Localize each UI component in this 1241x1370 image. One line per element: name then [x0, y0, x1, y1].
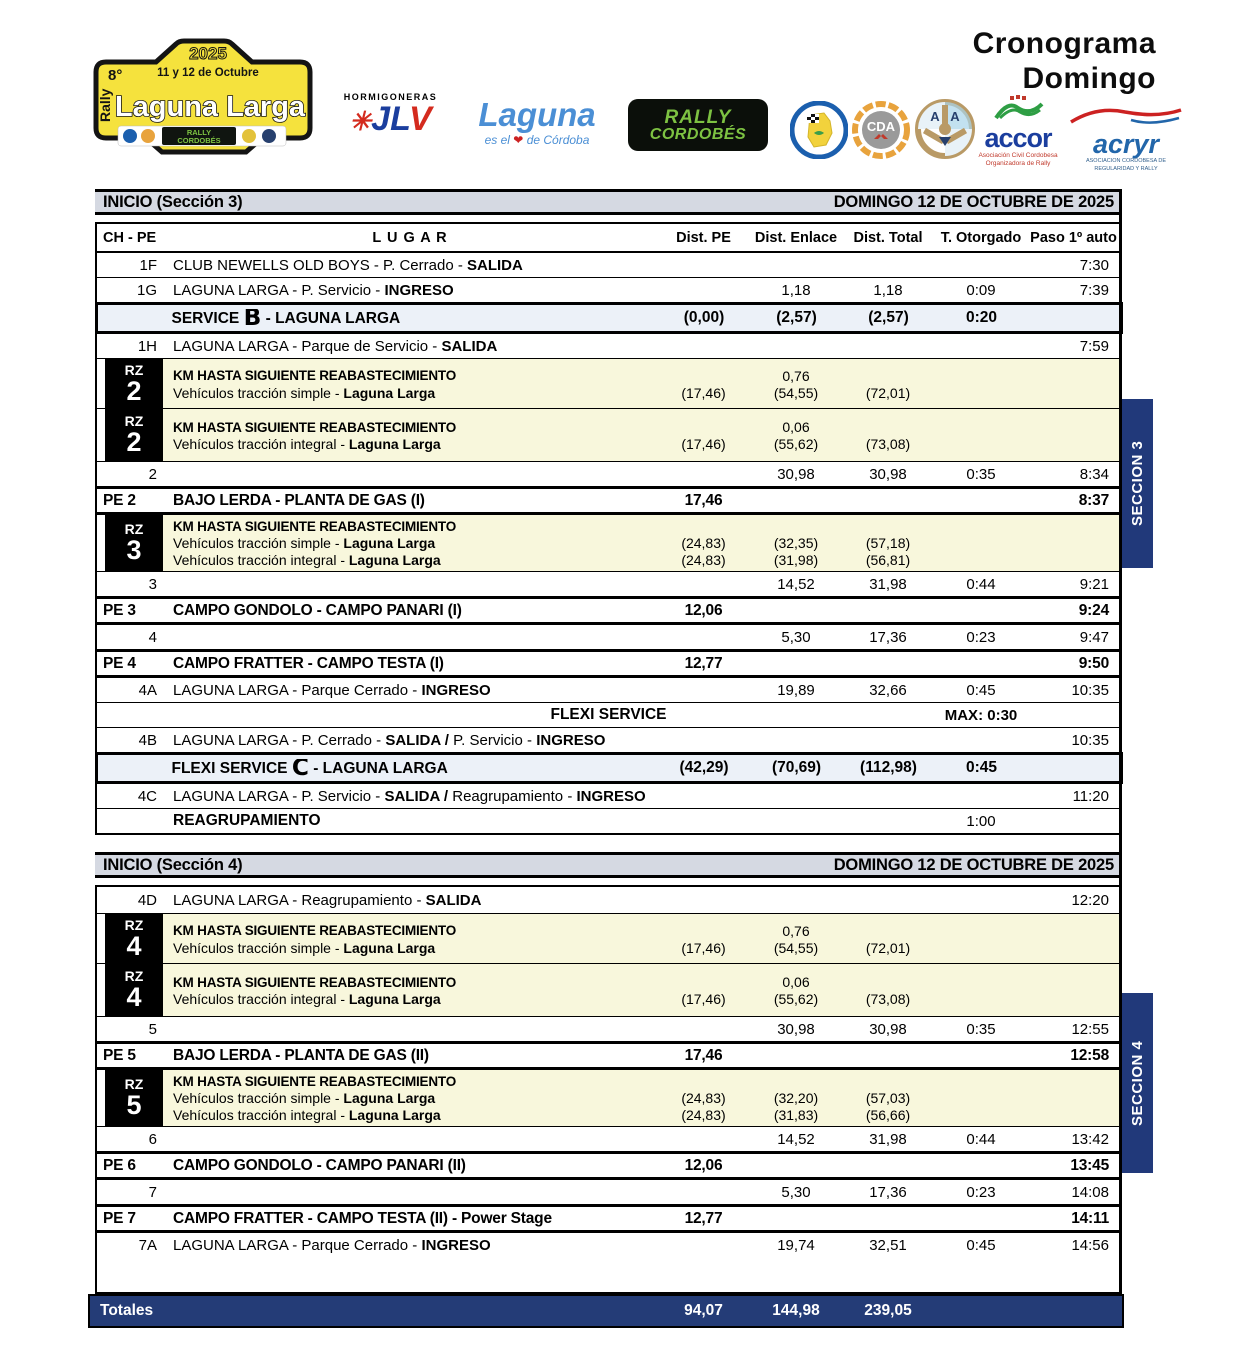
plate-edition: 8° — [108, 67, 123, 84]
col-dist-enlace: Dist. Enlace — [754, 229, 838, 246]
col-dist-total: Dist. Total — [853, 229, 923, 246]
laguna-cordoba-logo — [462, 98, 612, 147]
rz-badge: RZ 4 — [105, 914, 163, 963]
acryr-car-icon — [1067, 104, 1185, 126]
plate-strip-line1: RALLY — [186, 128, 212, 137]
column-header-row — [97, 224, 1120, 253]
row-1G: 1G LAGUNA LARGA - P. Servicio - INGRESO 1,18 1,18 0:09 7:39 — [97, 277, 1120, 302]
section4-table — [95, 885, 1122, 1294]
tab-seccion-3: SECCION 3 — [1122, 399, 1153, 568]
row-1F: 1F CLUB NEWELLS OLD BOYS - P. Cerrado - SALIDA 7:30 — [139, 256, 1109, 274]
cda-label: CDA — [866, 119, 896, 134]
reagrupamiento-label: REAGRUPAMIENTO — [173, 812, 321, 829]
jlv-wordmark: ✳JLV — [349, 100, 432, 138]
row-flexi-service-c: FLEXI SERVICE C - LAGUNA LARGA (42,29) (70,69) (112,98) 0:45 — [95, 752, 1123, 784]
row-rz5: RZ 5 KM HASTA SIGUIENTE REABASTECIMIENTO Vehículos tracción simple - Laguna Larga (24,83) (32,20) (57,03) Vehículos tracción integral - Laguna Larga (24,83) (31,83) (56,66) — [97, 1070, 1120, 1126]
laguna-tagline: es el ❤ de Córdoba — [484, 133, 590, 147]
row-rz4-integral: RZ 4 KM HASTA SIGUIENTE REABASTECIMIENTO 0,06 Vehículos tracción integral - Laguna Larga (17,46) (55,62) (73,08) — [97, 963, 1120, 1016]
row-enlace-7: 7 5,30 17,36 0:23 14:08 — [148, 1183, 1109, 1201]
row-enlace-3: 3 14,52 31,98 0:44 9:21 — [97, 571, 1120, 596]
row-pe2: PE 2 BAJO LERDA - PLANTA DE GAS (I) 17,46 8:37 — [97, 486, 1120, 515]
rz-badge: RZ 2 — [105, 409, 163, 461]
row-4C: 4C LAGUNA LARGA - P. Servicio - SALIDA / Reagrupamiento - INGRESO 11:20 — [137, 787, 1109, 805]
col-t-otorgado: T. Otorgado — [940, 229, 1022, 246]
row-4D: 4D LAGUNA LARGA - Reagrupamiento - SALIDA 12:20 — [137, 891, 1109, 909]
row-pe6: PE 6 CAMPO GONDOLO - CAMPO PANARI (II) 12,06 13:45 — [97, 1151, 1120, 1180]
row-pe4: PE 4 CAMPO FRATTER - CAMPO TESTA (I) 12,77 9:50 — [97, 649, 1120, 678]
rz-badge: RZ 4 — [105, 964, 163, 1016]
row-service-b: SERVICE B - LAGUNA LARGA (0,00) (2,57) (2,57) 0:20 — [95, 302, 1123, 334]
col-dist-pe: Dist. PE — [676, 229, 731, 246]
row-rz2-simple: RZ 2 KM HASTA SIGUIENTE REABASTECIMIENTO 0,76 Vehículos tracción simple - Laguna Larga (17,46) (54,55) (72,01) — [97, 358, 1120, 408]
plate-rally-vertical: Rally — [97, 88, 113, 122]
laguna-wordmark: Laguna — [478, 96, 596, 133]
row-rz4-simple: RZ 4 KM HASTA SIGUIENTE REABASTECIMIENTO 0,76 Vehículos tracción simple - Laguna Larga (17,46) (54,55) (72,01) — [97, 913, 1120, 963]
jlv-hormigoneras-label: HORMIGONERAS — [343, 92, 438, 102]
rz-badge: RZ 5 — [105, 1070, 163, 1126]
accor-logo — [968, 94, 1068, 169]
tab-seccion-4: SECCION 4 — [1122, 993, 1153, 1173]
page-title-line1: Cronograma — [972, 27, 1156, 60]
plate-date: 11 y 12 de Octubre — [157, 67, 259, 79]
aav-badge-logo — [915, 99, 975, 164]
cda-badge-logo — [852, 101, 910, 164]
col-paso-1-auto: Paso 1º auto — [1030, 229, 1117, 246]
totals-dist-total: 239,05 — [864, 1302, 912, 1319]
rally-cordobes-line1: RALLY — [664, 106, 732, 128]
accor-wordmark: accor — [984, 123, 1052, 153]
col-lugar: L U G A R — [372, 229, 448, 246]
acryr-wordmark: acryr — [1092, 129, 1160, 159]
rz-badge: RZ 3 — [105, 515, 163, 571]
row-pe5: PE 5 BAJO LERDA - PLANTA DE GAS (II) 17,46 12:58 — [97, 1041, 1120, 1070]
row-pe7-power-stage: PE 7 CAMPO FRATTER - CAMPO TESTA (II) - Power Stage 12,77 14:11 — [97, 1204, 1120, 1233]
section3-header-bar — [95, 189, 1122, 215]
row-4B: 4B LAGUNA LARGA - P. Cerrado - SALIDA / P. Servicio - INGRESO 10:35 — [97, 727, 1120, 752]
section4-header-bar — [95, 852, 1122, 878]
rz-badge: RZ 2 — [105, 359, 163, 408]
page-title-line2: Domingo — [1022, 62, 1156, 96]
rally-cordobes-line2: CORDOBÉS — [649, 125, 747, 143]
rally-plate-logo — [86, 36, 320, 169]
col-ch-pe: CH - PE — [103, 229, 157, 246]
acryr-tagline: ASOCIACION CORDOBESA DE REGULARIDAD Y RALLY — [1085, 158, 1167, 172]
section3-date: DOMINGO 12 DE OCTUBRE DE 2025 — [833, 192, 1114, 211]
row-enlace-2: 2 30,98 30,98 0:35 8:34 — [97, 461, 1120, 486]
flexi-max-time: MAX: 0:30 — [944, 706, 1018, 724]
totals-dist-enlace: 144,98 — [772, 1302, 820, 1319]
accor-tree-icon — [990, 94, 1046, 120]
totals-label: Totales — [100, 1302, 154, 1319]
totals-dist-pe: 94,07 — [684, 1302, 723, 1319]
flexi-service-label: FLEXI SERVICE — [550, 706, 667, 723]
federation-badge-logo — [790, 101, 848, 164]
row-reagrupamiento: REAGRUPAMIENTO 1:00 — [97, 808, 1120, 833]
row-flexi-service — [97, 702, 1120, 727]
plate-name: Laguna Larga — [114, 91, 306, 123]
section4-date: DOMINGO 12 DE OCTUBRE DE 2025 — [833, 855, 1114, 874]
jlv-logo — [318, 92, 463, 136]
row-4A: 4A LAGUNA LARGA - Parque Cerrado - INGRESO 19,89 32,66 0:45 10:35 — [138, 681, 1109, 699]
row-1H: 1H LAGUNA LARGA - Parque de Servicio - SALIDA 7:59 — [137, 337, 1109, 355]
page-title — [900, 26, 1156, 97]
rally-cordobes-logo — [628, 99, 768, 151]
heart-icon: ❤ — [513, 133, 524, 147]
svg-text:A: A — [950, 109, 960, 124]
plate-strip-line2: CORDOBÉS — [177, 136, 221, 145]
row-enlace-4: 4 5,30 17,36 0:23 9:47 — [148, 628, 1109, 646]
row-enlace-6: 6 14,52 31,98 0:44 13:42 — [97, 1126, 1120, 1151]
totals-bar — [88, 1294, 1124, 1328]
row-7A: 7A LAGUNA LARGA - Parque Cerrado - INGRESO 19,74 32,51 0:45 14:56 — [138, 1236, 1109, 1254]
section3-table — [95, 222, 1122, 835]
accor-tagline2: Organizadora de Rally — [985, 160, 1051, 168]
rally-plate-graphic — [86, 36, 320, 164]
section4-title: INICIO (Sección 4) — [103, 855, 243, 874]
plate-year: 2025 — [189, 44, 227, 63]
row-rz3: RZ 3 KM HASTA SIGUIENTE REABASTECIMIENTO Vehículos tracción simple - Laguna Larga (24,83) (32,35) (57,18) Vehículos tracción integral - Laguna Larga (24,83) (31,98) (56,81) — [97, 515, 1120, 571]
row-enlace-5: 5 30,98 30,98 0:35 12:55 — [97, 1016, 1120, 1041]
row-pe3: PE 3 CAMPO GONDOLO - CAMPO PANARI (I) 12,06 9:24 — [97, 596, 1120, 625]
row-rz2-integral: RZ 2 KM HASTA SIGUIENTE REABASTECIMIENTO 0,06 Vehículos tracción integral - Laguna Larga (17,46) (55,62) (73,08) — [97, 408, 1120, 461]
acryr-logo — [1066, 104, 1186, 173]
section3-title: INICIO (Sección 3) — [103, 192, 243, 211]
accor-tagline1: Asociación Civil Cordobesa — [978, 152, 1058, 159]
svg-text:A: A — [930, 109, 940, 124]
